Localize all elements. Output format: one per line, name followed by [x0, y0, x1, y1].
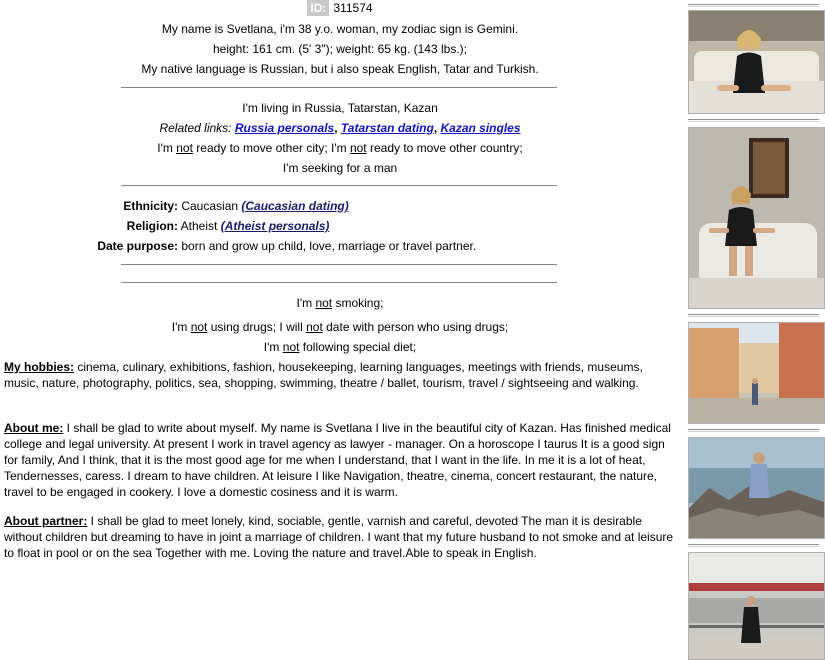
related-links-label: Related links:: [159, 121, 232, 135]
intro-line-height: height: 161 cm. (5' 3"); weight: 65 kg. (143 lbs.);: [212, 42, 467, 56]
divider: [121, 264, 557, 265]
hobbies-text: cinema, culinary, exhibitions, fashion, housekeeping, learning languages, meetings with friends, museums, music, nature, photography, politics, sea, shopping, swimming, theatre / ballet, tourism, travel / sightseeing and walking.: [4, 360, 643, 390]
seeking-info: I'm seeking for a man: [282, 161, 398, 175]
about-me-text: I shall be glad to write about myself. My name is Svetlana I live in the beautiful city of Kazan. Has finished medical college and legal university. At present I work in travel agency as lawyer - manager. On a horoscope I taurus It is a good sign for family, And I think, that it is the most good age for me when I understand, that I want in the life. In me it is a lot of heat, Tendernesses, caress. I dream to have children. At leisure I like Navigation, theatre, cinema, concert restaurant, the nature, travel to be engaged in cookery. I love a domestic cosiness and it is warm.: [4, 421, 671, 499]
hobbies-section: [4, 359, 676, 391]
religion-value: Atheist: [180, 219, 218, 233]
profile-id-row: [0, 0, 680, 16]
profile-photo-5[interactable]: [688, 552, 825, 660]
photo-divider: [688, 429, 819, 432]
profile-photo-3[interactable]: [688, 322, 825, 424]
about-partner-heading: About partner:: [4, 514, 88, 528]
photo-divider: [688, 314, 819, 317]
smoking-info: I'm not smoking;: [296, 296, 384, 310]
link-kazan-singles[interactable]: Kazan singles: [440, 121, 521, 135]
about-partner-section: [4, 513, 676, 561]
ethnicity-row: [0, 198, 349, 214]
date-purpose-label: Date purpose:: [97, 239, 178, 253]
intro-line-name: My name is Svetlana, i'm 38 y.o. woman, my zodiac sign is Gemini.: [161, 22, 519, 36]
about-me-section: [4, 420, 676, 500]
religion-label: Religion:: [126, 219, 178, 233]
divider: [121, 185, 557, 186]
link-atheist-personals[interactable]: (Atheist personals): [220, 219, 330, 233]
link-caucasian-dating[interactable]: (Caucasian dating): [241, 199, 349, 213]
profile-photo-4[interactable]: [688, 437, 825, 539]
photo-column: [684, 0, 825, 660]
photo-divider: [688, 4, 819, 7]
date-purpose-row: [0, 238, 476, 254]
profile-photo-1[interactable]: [688, 10, 825, 114]
link-russia-personals[interactable]: Russia personals: [234, 121, 335, 135]
diet-info: I'm not following special diet;: [263, 340, 417, 354]
divider: [121, 282, 557, 283]
living-location: I'm living in Russia, Tatarstan, Kazan: [242, 101, 438, 115]
intro-line-language: My native language is Russian, but i also speak English, Tatar and Turkish.: [141, 62, 539, 76]
ethnicity-value: Caucasian: [181, 199, 239, 213]
drugs-info: I'm not using drugs; I will not date with person who using drugs;: [171, 320, 509, 334]
profile-photo-2[interactable]: [688, 127, 825, 309]
relocation-info: I'm not ready to move other city; I'm not ready to move other country;: [157, 141, 523, 155]
photo-divider: [688, 544, 819, 547]
about-partner-text: I shall be glad to meet lonely, kind, sociable, gentle, varnish and careful, devoted The man it is desirable without children but dreaming to have in joint a marriage of children. I want that my future husband to not smoke and at leisure to float in pool or on the sea Together with me. Loving the nature and travel.Able to speak in English.: [4, 514, 674, 560]
date-purpose-value: born and grow up child, love, marriage or travel partner.: [181, 239, 477, 253]
id-label: ID:: [307, 0, 329, 16]
photo-divider: [688, 119, 819, 122]
about-me-heading: About me:: [4, 421, 64, 435]
id-value: 311574: [333, 1, 373, 15]
link-tatarstan-dating[interactable]: Tatarstan dating: [340, 121, 434, 135]
hobbies-heading: My hobbies:: [4, 360, 75, 374]
related-links-row: Related links: Russia personals, Tatarstan dating, Kazan singles: [159, 121, 521, 135]
religion-row: [0, 218, 329, 234]
divider: [121, 87, 557, 88]
ethnicity-label: Ethnicity:: [123, 199, 178, 213]
